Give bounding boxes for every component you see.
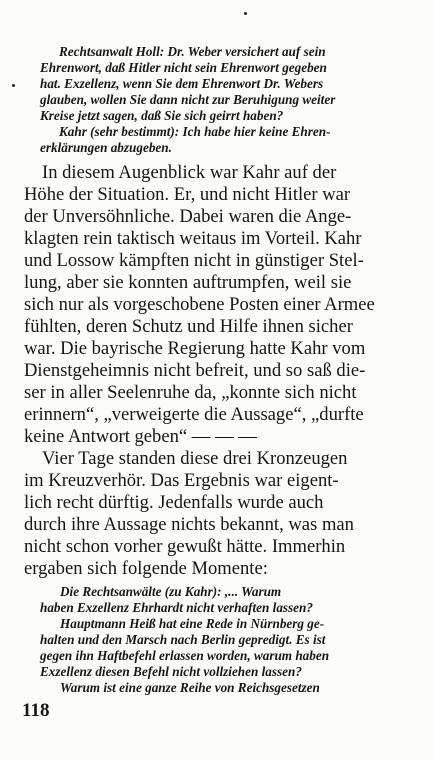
text-line: Die Rechtsanwälte (zu Kahr): ,... Warum: [60, 584, 282, 599]
text-line: Rechtsanwalt Holl: Dr. Weber versichert auf sein: [59, 44, 326, 59]
text-line: Hauptmann Heiß hat eine Rede in Nürnberg ge-: [60, 616, 325, 631]
text-line: Kahr (sehr bestimmt): Ich habe hier keine Ehren-: [59, 124, 331, 139]
page-speck: [244, 12, 247, 15]
text-line: nicht schon vorher gewußt hätte. Immerhin: [24, 536, 346, 557]
text-line: ser in aller Seelenruhe da, „konnte sich nicht: [24, 382, 357, 403]
text-line: Dienstgeheimnis nicht befreit, und so saß die-: [24, 360, 366, 381]
text-line: halten und den Marsch nach Berlin gepredigt. Es ist: [40, 632, 326, 647]
text-line: Ehrenwort, daß Hitler nicht sein Ehrenwort gegeben: [40, 60, 327, 75]
text-line: klagten rein taktisch weitaus im Vorteil. Kahr: [24, 228, 362, 249]
text-line: war. Die bayrische Regierung hatte Kahr vom: [24, 338, 366, 359]
text-line: gegen ihn Haftbefehl erlassen worden, warum haben: [40, 648, 330, 663]
text-line: In diesem Augenblick war Kahr auf der: [42, 162, 337, 183]
text-line: glauben, wollen Sie dann nicht zur Beruhigung weiter: [40, 92, 336, 107]
text-line: Warum ist eine ganze Reihe von Reichsgesetzen: [60, 680, 320, 695]
text-line: durch ihre Aussage nichts bekannt, was man: [24, 514, 354, 535]
text-line: sich nur als vorgeschobene Posten einer Armee: [24, 294, 375, 315]
margin-mark: [12, 84, 15, 87]
text-line: und Lossow kämpften nicht in günstiger Stel-: [24, 250, 364, 271]
text-line: Exzellenz diesen Befehl nicht vollziehen lassen?: [40, 664, 302, 679]
text-line: erklärungen abzugeben.: [40, 140, 172, 155]
page-number: 118: [22, 700, 50, 721]
text-line: erinnern“, „verweigerte die Aussage“, „durfte: [24, 404, 364, 425]
text-line: im Kreuzverhör. Das Ergebnis war eigent-: [24, 470, 339, 491]
text-line: Vier Tage standen diese drei Kronzeugen: [42, 448, 348, 469]
text-line: keine Antwort geben“ — — —: [24, 426, 257, 447]
text-line: Höhe der Situation. Er, und nicht Hitler war: [24, 184, 351, 205]
text-line: haben Exzellenz Ehrhardt nicht verhaften lassen?: [40, 600, 313, 615]
text-line: hat. Exzellenz, wenn Sie dem Ehrenwort Dr. Webers: [40, 76, 324, 91]
text-line: lich recht dürftig. Jedenfalls wurde auch: [24, 492, 324, 513]
text-line: lung, aber sie konnten auftrumpfen, weil sie: [24, 272, 352, 293]
text-line: der Unversöhnliche. Dabei waren die Ange-: [24, 206, 352, 227]
text-line: Kreise jetzt sagen, daß Sie sich geirrt haben?: [40, 108, 284, 123]
text-line: fühlten, deren Schutz und Hilfe ihnen sicher: [24, 316, 353, 337]
text-line: ergaben sich folgende Momente:: [24, 558, 268, 579]
